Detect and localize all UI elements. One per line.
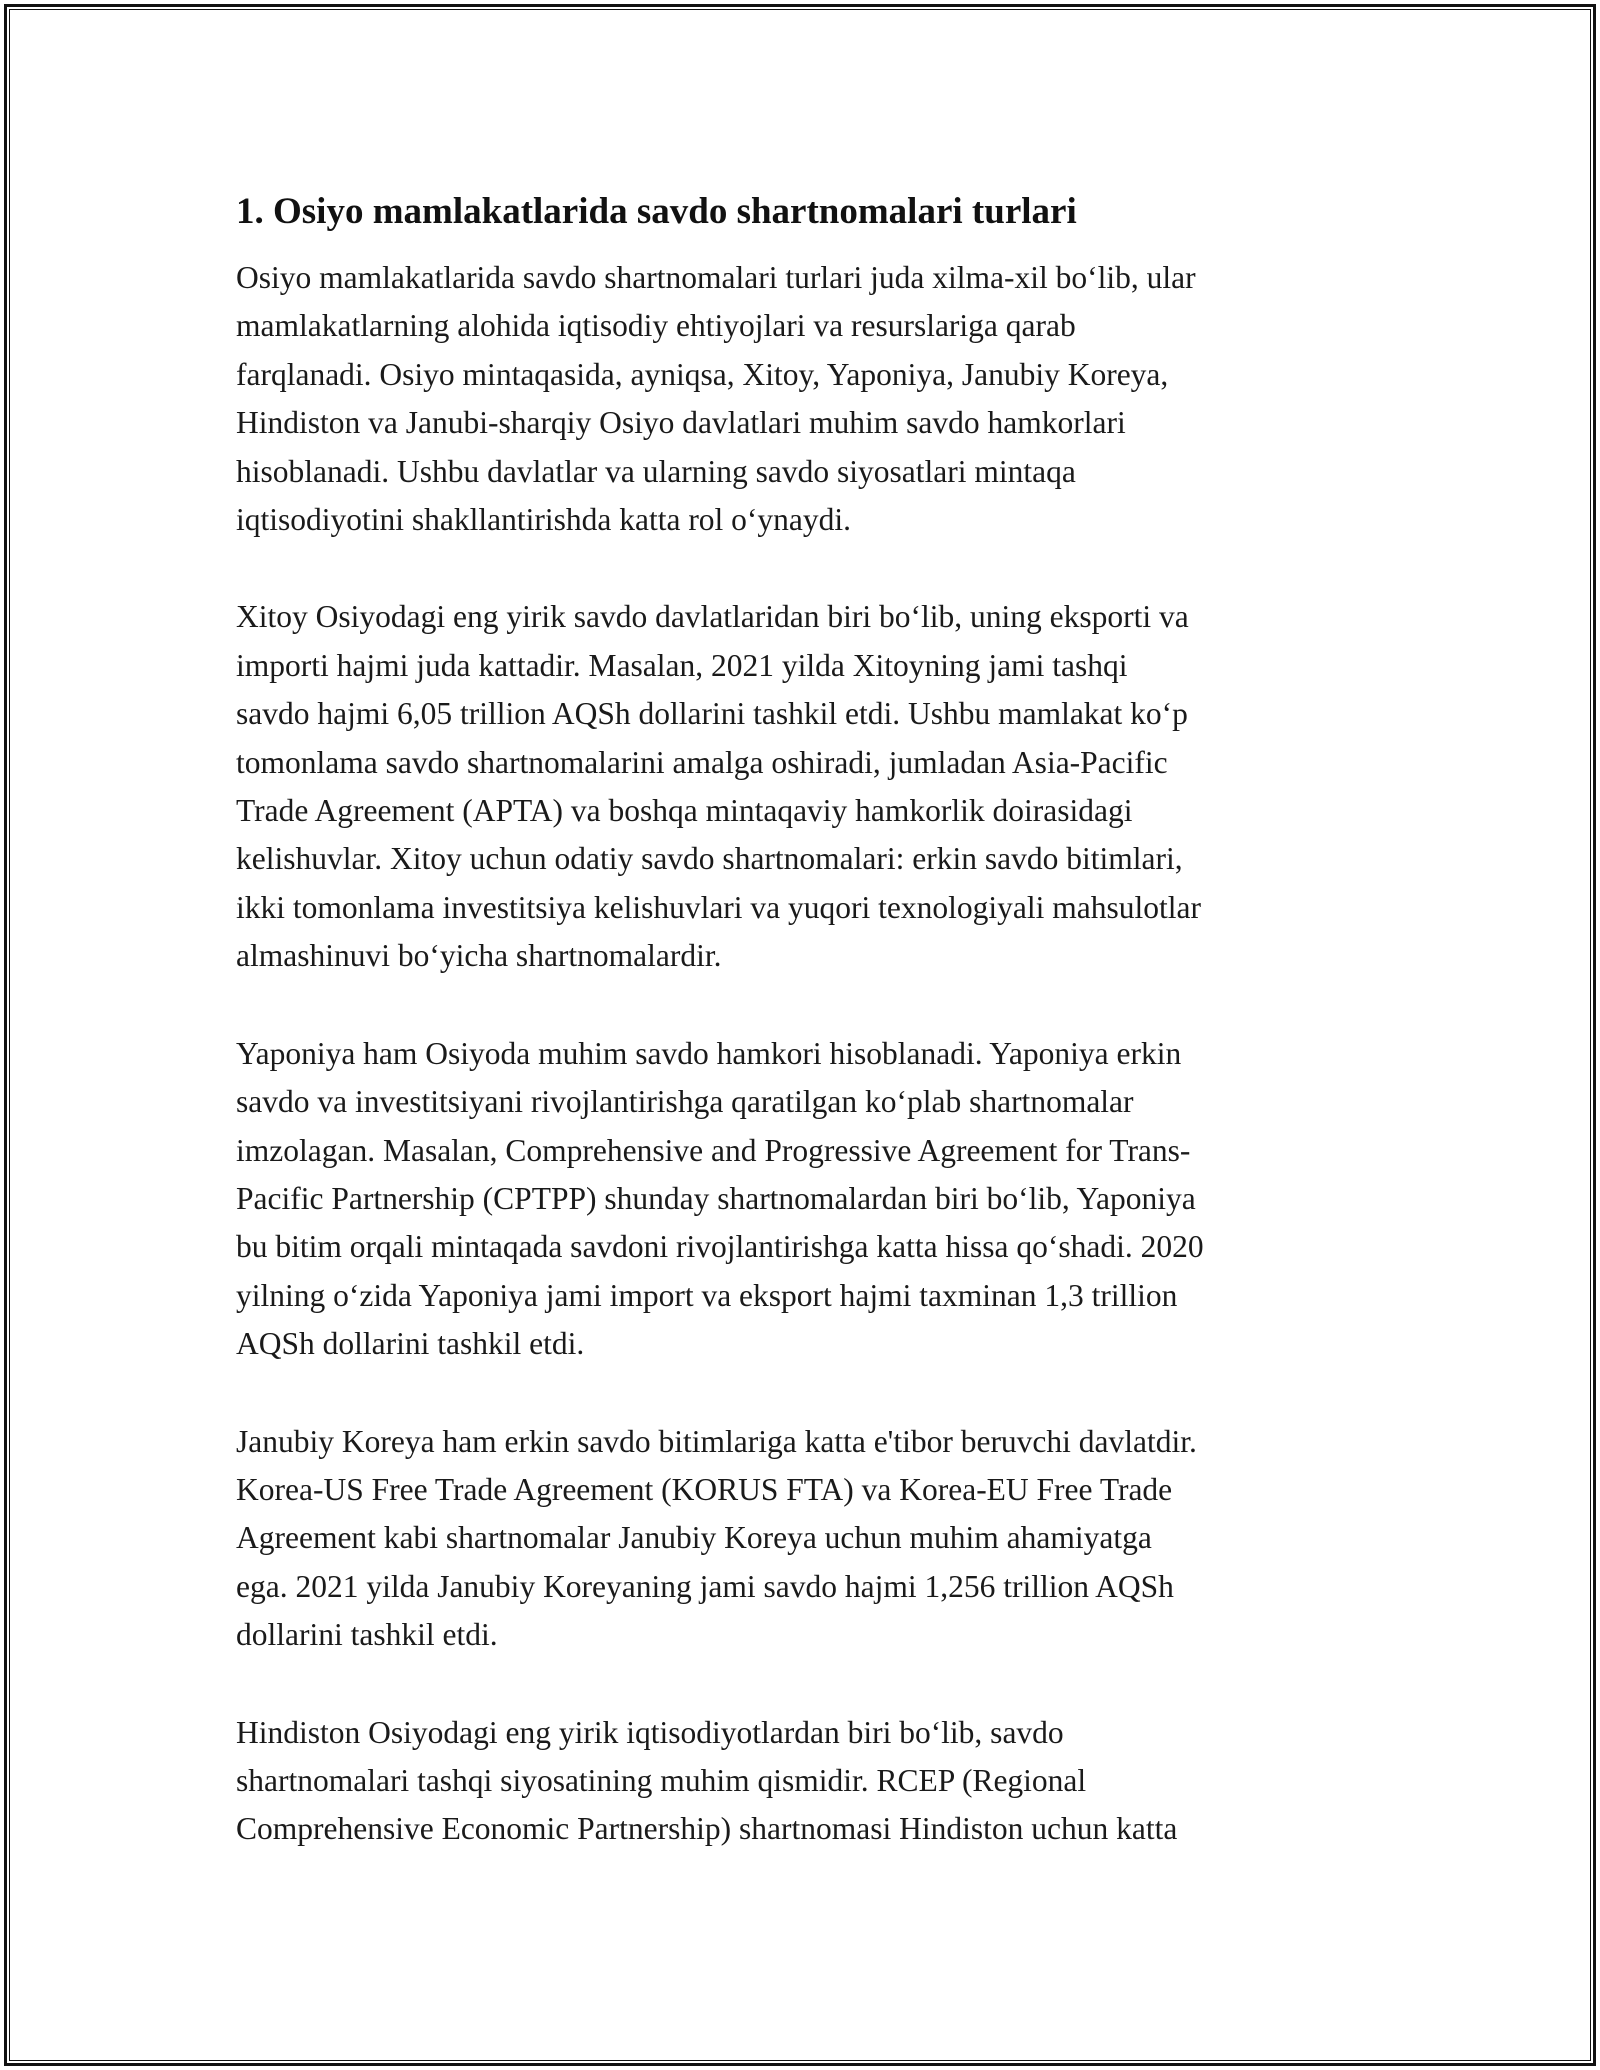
paragraph-line: yilning o‘zida Yaponiya jami import va eksport hajmi taxminan 1,3 trillion: [236, 1277, 1178, 1313]
paragraph-line: shartnomalari tashqi siyosatining muhim qismidir. RCEP (Regional: [236, 1762, 1087, 1798]
paragraph-line: Comprehensive Economic Partnership) shartnomasi Hindiston uchun katta: [236, 1811, 1178, 1847]
paragraph-line: Xitoy Osiyodagi eng yirik savdo davlatlaridan biri bo‘lib, uning eksporti va: [236, 599, 1189, 635]
paragraph-line: ikki tomonlama investitsiya kelishuvlari va yuqori texnologiyali mahsulotlar: [236, 889, 1201, 925]
paragraph-line: AQSh dollarini tashkil etdi.: [236, 1326, 585, 1362]
paragraph-line: kelishuvlar. Xitoy uchun odatiy savdo shartnomalari: erkin savdo bitimlari,: [236, 841, 1183, 877]
paragraph-line: mamlakatlarning alohida iqtisodiy ehtiyojlari va resurslariga qarab: [236, 308, 1076, 344]
paragraphs-container: [236, 254, 1376, 1854]
paragraph-line: Korea-US Free Trade Agreement (KORUS FTA) va Korea-EU Free Trade: [236, 1471, 1173, 1507]
body-paragraph: [236, 254, 1376, 544]
paragraph-line: almashinuvi bo‘yicha shartnomalardir.: [236, 938, 722, 974]
paragraph-line: Hindiston va Janubi-sharqiy Osiyo davlatlari muhim savdo hamkorlari: [236, 405, 1126, 441]
paragraph-line: bu bitim orqali mintaqada savdoni rivojlantirishga katta hissa qo‘shadi. 2020: [236, 1229, 1204, 1265]
paragraph-line: dollarini tashkil etdi.: [236, 1617, 498, 1653]
body-paragraph: [236, 1030, 1376, 1369]
body-paragraph: [236, 1709, 1376, 1854]
paragraph-line: importi hajmi juda kattadir. Masalan, 2021 yilda Xitoyning jami tashqi: [236, 647, 1128, 683]
body-paragraph: [236, 593, 1376, 980]
paragraph-line: Trade Agreement (APTA) va boshqa mintaqaviy hamkorlik doirasidagi: [236, 793, 1133, 829]
paragraph-line: savdo hajmi 6,05 trillion AQSh dollarini tashkil etdi. Ushbu mamlakat ko‘p: [236, 696, 1188, 732]
paragraph-line: Janubiy Koreya ham erkin savdo bitimlariga katta e'tibor beruvchi davlatdir.: [236, 1423, 1197, 1459]
paragraph-line: Agreement kabi shartnomalar Janubiy Koreya uchun muhim ahamiyatga: [236, 1520, 1152, 1556]
paragraph-line: farqlanadi. Osiyo mintaqasida, ayniqsa, Xitoy, Yaponiya, Janubiy Koreya,: [236, 356, 1169, 392]
paragraph-line: ega. 2021 yilda Janubiy Koreyaning jami savdo hajmi 1,256 trillion AQSh: [236, 1568, 1174, 1604]
body-paragraph: [236, 1418, 1376, 1660]
paragraph-line: savdo va investitsiyani rivojlantirishga qaratilgan ko‘plab shartnomalar: [236, 1084, 1134, 1120]
document-body: [236, 186, 1376, 1903]
paragraph-line: tomonlama savdo shartnomalarini amalga oshiradi, jumladan Asia-Pacific: [236, 744, 1168, 780]
paragraph-line: Pacific Partnership (CPTPP) shunday shartnomalardan biri bo‘lib, Yaponiya: [236, 1180, 1196, 1216]
paragraph-line: Hindiston Osiyodagi eng yirik iqtisodiyotlardan biri bo‘lib, savdo: [236, 1714, 1064, 1750]
paragraph-line: hisoblanadi. Ushbu davlatlar va ularning savdo siyosatlari mintaqa: [236, 453, 1076, 489]
paragraph-line: iqtisodiyotini shakllantirishda katta rol o‘ynaydi.: [236, 502, 852, 538]
paragraph-line: imzolagan. Masalan, Comprehensive and Progressive Agreement for Trans-: [236, 1132, 1191, 1168]
section-title: 1. Osiyo mamlakatlarida savdo shartnomalari turlari: [236, 191, 1077, 232]
paragraph-line: Osiyo mamlakatlarida savdo shartnomalari turlari juda xilma-xil bo‘lib, ular: [236, 260, 1196, 295]
paragraph-line: Yaponiya ham Osiyoda muhim savdo hamkori hisoblanadi. Yaponiya erkin: [236, 1035, 1182, 1071]
